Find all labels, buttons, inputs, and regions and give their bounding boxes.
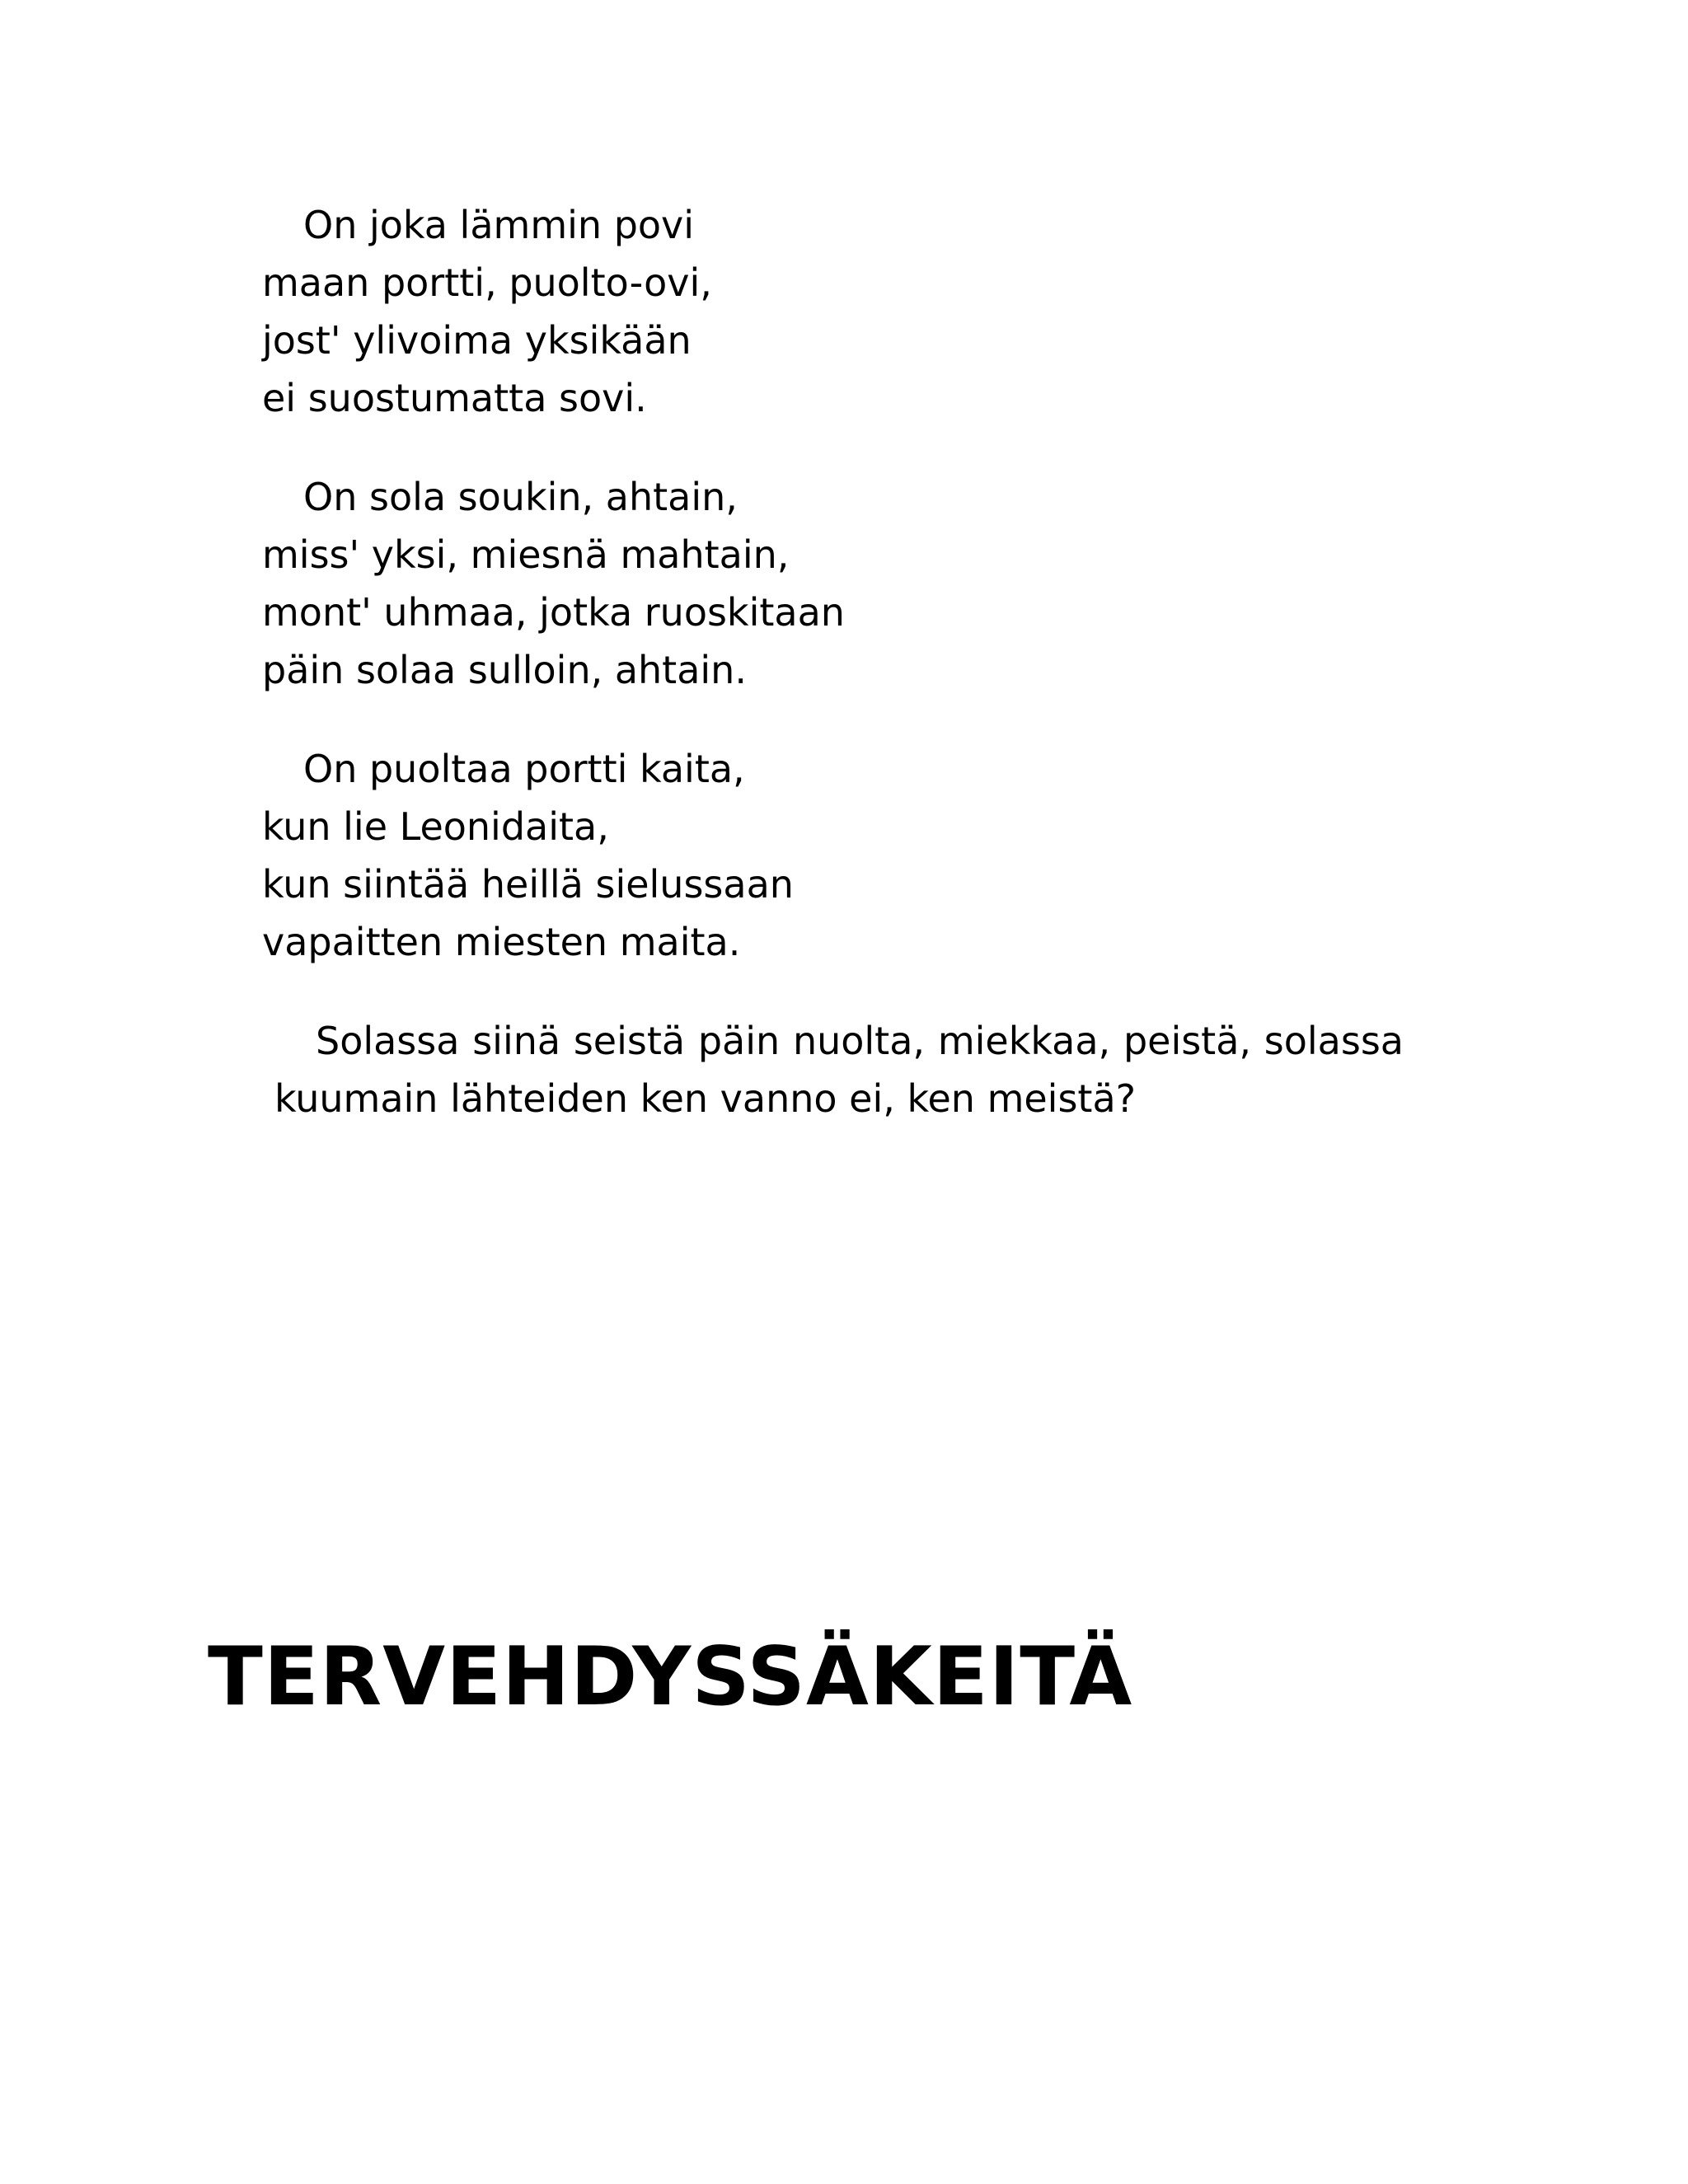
prose-word: seistä <box>573 1019 686 1063</box>
section-heading: TERVEHDYSSÄKEITÄ <box>208 1630 1133 1724</box>
prose-word: Solassa <box>316 1019 460 1063</box>
poem-line: On sola soukin, ahtain, <box>303 475 738 519</box>
poem-line: On joka lämmin povi <box>303 203 695 247</box>
poem-line: kun lie Leonidaita, <box>262 804 609 849</box>
poem-line: kun siintää heillä sielussaan <box>262 862 794 907</box>
prose-line-2: kuumain lähteiden ken vanno ei, ken meistä? <box>274 1076 1137 1121</box>
poem-line: On puoltaa portti kaita, <box>303 747 745 791</box>
poem-line: ei suostumatta sovi. <box>262 376 647 420</box>
prose-paragraph <box>274 1012 1404 1127</box>
prose-word: peistä, <box>1123 1019 1252 1063</box>
poem-line: päin solaa sulloin, ahtain. <box>262 648 747 692</box>
poem-line: maan portti, puolto-ovi, <box>262 260 712 305</box>
poem-line: miss' yksi, miesnä mahtain, <box>262 532 790 577</box>
prose-word: solassa <box>1264 1019 1404 1063</box>
stanza-1 <box>262 196 1416 427</box>
stanza-3 <box>262 740 1416 971</box>
prose-word: nuolta, <box>792 1019 926 1063</box>
prose-word: siinä <box>472 1019 561 1063</box>
stanza-2 <box>262 468 1416 699</box>
poem-line: mont' uhmaa, jotka ruoskitaan <box>262 590 845 635</box>
prose-word: miekkaa, <box>937 1019 1111 1063</box>
prose-word: päin <box>697 1019 781 1063</box>
poem-line: vapaitten miesten maita. <box>262 920 741 964</box>
prose-line-1 <box>274 1012 1404 1070</box>
poem-line: jost' ylivoima yksikään <box>262 318 692 363</box>
